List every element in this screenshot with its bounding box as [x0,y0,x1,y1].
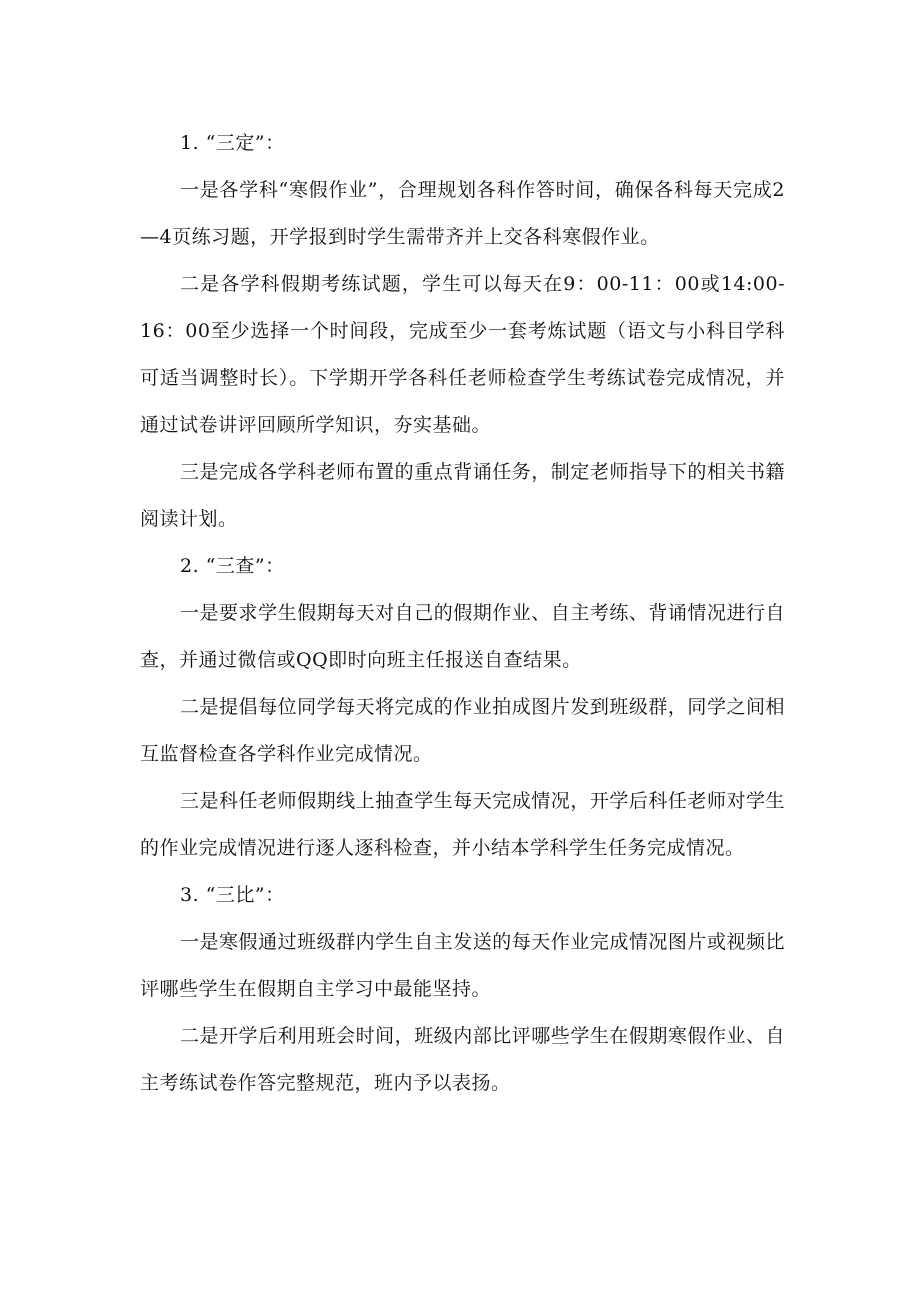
section-2-paragraph-1: 一是要求学生假期每天对自己的假期作业、自主考练、背诵情况进行自查，并通过微信或QQ即时向班主任报送自查结果。 [140,602,785,671]
section-heading-2: 2. “三查”： [180,555,285,577]
section-3-paragraph-1: 一是寒假通过班级群内学生自主发送的每天作业完成情况图片或视频比评哪些学生在假期自主学习中最能坚持。 [140,931,785,1000]
document-body [140,120,785,1107]
section-2-paragraph-2: 二是提倡每位同学每天将完成的作业拍成图片发到班级群，同学之间相互监督检查各学科作业完成情况。 [140,696,785,765]
section-1-paragraph-1: 一是各学科“寒假作业”，合理规划各科作答时间，确保各科每天完成2—4页练习题，开学报到时学生需带齐并上交各科寒假作业。 [140,179,785,248]
section-3-paragraph-2: 二是开学后利用班会时间，班级内部比评哪些学生在假期寒假作业、自主考练试卷作答完整规范，班内予以表扬。 [140,1025,785,1094]
section-heading-1: 1. “三定”： [180,132,285,154]
section-2-paragraph-3: 三是科任老师假期线上抽查学生每天完成情况，开学后科任老师对学生的作业完成情况进行逐人逐科检查，并小结本学科学生任务完成情况。 [140,790,785,859]
section-1-paragraph-2: 二是各学科假期考练试题，学生可以每天在9：00-11：00或14:00-16：00至少选择一个时间段，完成至少一套考炼试题（语文与小科目学科可适当调整时长）。下学期开学各科任老师检查学生考练试卷完成情况，并通过试卷讲评回顾所学知识，夯实基础。 [140,273,785,436]
section-1-paragraph-3: 三是完成各学科老师布置的重点背诵任务，制定老师指导下的相关书籍阅读计划。 [140,461,785,530]
section-heading-3: 3. “三比”： [180,884,285,906]
